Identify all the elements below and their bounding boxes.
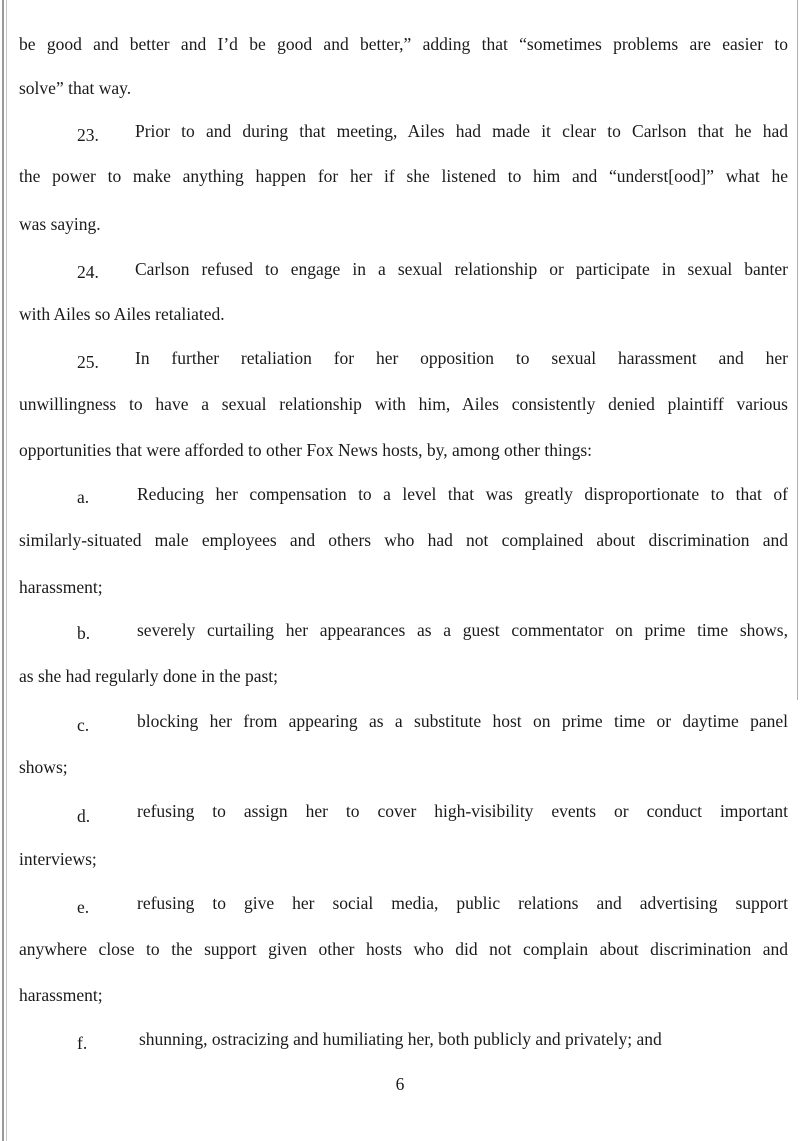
text-line: severely curtailing her appearances as a guest commentator on prime time shows, [137,620,788,640]
text-line: was saying. [19,214,101,234]
text-line: be good and better and I’d be good and better,” adding that “sometimes problems are easier to [19,34,788,54]
text-line: harassment; [19,577,103,597]
text-line: unwillingness to have a sexual relationship with him, Ailes consistently denied plaintiff various [19,394,788,414]
list-letter: d. [77,806,91,826]
list-letter: c. [77,715,90,735]
text-line: interviews; [19,849,97,869]
text-line: as she had regularly done in the past; [19,666,279,686]
text-line: solve” that way. [19,78,132,98]
scan-edge-left-inner [6,0,7,1141]
text-line: Prior to and during that meeting, Ailes had made it clear to Carlson that he had [135,121,788,141]
text-line: Carlson refused to engage in a sexual relationship or participate in sexual banter [135,259,788,279]
text-line: similarly-situated male employees and others who had not complained about discrimination and [19,530,788,550]
text-line: refusing to assign her to cover high-visibility events or conduct important [137,801,788,821]
page-number: 6 [395,1074,405,1094]
text-line: harassment; [19,985,103,1005]
list-letter: f. [77,1033,88,1053]
list-letter: b. [77,623,91,643]
text-line: anywhere close to the support given other hosts who did not complain about discrimination and [19,939,788,959]
text-line: blocking her from appearing as a substitute host on prime time or daytime panel [137,711,788,731]
scan-edge-right [797,0,798,700]
list-letter: e. [77,897,90,917]
paragraph-number: 23. [77,125,99,145]
text-line: In further retaliation for her opposition to sexual harassment and her [135,348,788,368]
text-line: the power to make anything happen for her if she listened to him and “underst[ood]” what he [19,166,788,186]
text-line: refusing to give her social media, public relations and advertising support [137,893,788,913]
paragraph-number: 24. [77,262,99,282]
text-line: shows; [19,757,68,777]
list-letter: a. [77,487,90,507]
scan-edge-left [2,0,4,1141]
text-line: shunning, ostracizing and humiliating her, both publicly and privately; and [139,1029,662,1049]
text-line: opportunities that were afforded to other Fox News hosts, by, among other things: [19,440,593,460]
text-line: Reducing her compensation to a level that was greatly disproportionate to that of [137,484,788,504]
paragraph-number: 25. [77,352,99,372]
text-line: with Ailes so Ailes retaliated. [19,304,225,324]
